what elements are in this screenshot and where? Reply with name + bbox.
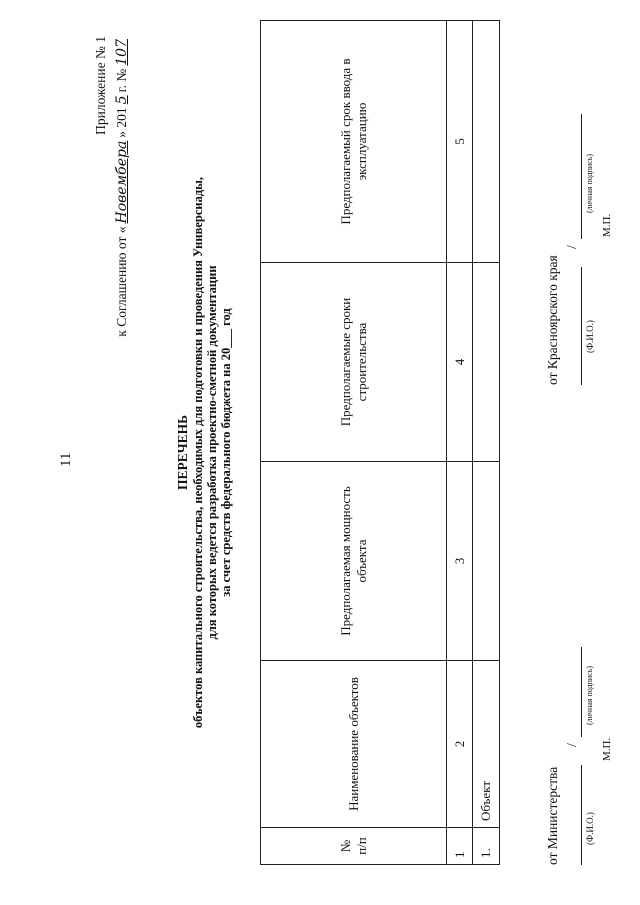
signature-line (581, 647, 582, 737)
signer-ministry-label: от Министерства (545, 766, 560, 865)
column-number: 2 (447, 661, 473, 828)
signature-block-ministry (545, 535, 635, 865)
agreement-number-label: г. № (114, 68, 129, 93)
fio-caption: (Ф.И.О.) (585, 812, 595, 845)
header-commissioning-date: Предполагаемый срок ввода в эксплуатацию (261, 21, 447, 263)
column-number: 1 (447, 828, 473, 865)
signature-caption: (личная подпись) (585, 153, 594, 213)
header-number: № п/п (261, 828, 447, 865)
agreement-reference (111, 36, 133, 337)
header-name: Наименование объектов (261, 661, 447, 828)
heading-line-2: для которых ведется разработка проектно-сметной документации (205, 265, 219, 640)
objects-table (260, 20, 500, 865)
row-commissioning-date (473, 21, 500, 263)
heading-line-1: объектов капитального строительства, необходимых для подготовки и проведения Универсиады, (191, 176, 205, 729)
signer-region-label: от Красноярского края (545, 255, 560, 385)
signature-block-region (545, 25, 635, 385)
separator-slash: / (565, 743, 580, 747)
column-number: 4 (447, 263, 473, 462)
column-number: 3 (447, 462, 473, 661)
table-header-row (261, 21, 447, 865)
header-construction-period: Предполагаемые сроки строительства (261, 263, 447, 462)
agreement-prefix: к Соглашению от « (114, 226, 129, 337)
fio-line (581, 267, 582, 385)
handwritten-year-digit: 5 (114, 95, 130, 105)
document-heading (176, 0, 233, 905)
agreement-year: » 201 (114, 107, 129, 138)
fio-line (581, 765, 582, 865)
handwritten-number: 107 (114, 39, 130, 66)
table-row (473, 21, 500, 865)
header-capacity: Предполагаемая мощность объекта (261, 462, 447, 661)
column-number-row (447, 21, 473, 865)
appendix-title: Приложение № 1 (93, 36, 108, 135)
stamp-place: М.П. (601, 213, 613, 237)
handwritten-date: Новембера (114, 140, 130, 224)
signature-line (581, 114, 582, 239)
row-construction-period (473, 263, 500, 462)
document-title: ПЕРЕЧЕНЬ (175, 414, 190, 491)
row-object-name: Объект (473, 661, 500, 828)
separator-slash: / (565, 245, 580, 249)
heading-line-3: за счет средств федерального бюджета на 20___ год (219, 308, 233, 597)
row-number: 1. (473, 828, 500, 865)
stamp-place: М.П. (601, 737, 613, 761)
appendix-note (90, 36, 133, 337)
page-number: 11 (58, 452, 74, 467)
column-number: 5 (447, 21, 473, 263)
row-capacity (473, 462, 500, 661)
signature-caption: (личная подпись) (585, 665, 594, 725)
fio-caption: (Ф.И.О.) (585, 320, 595, 353)
